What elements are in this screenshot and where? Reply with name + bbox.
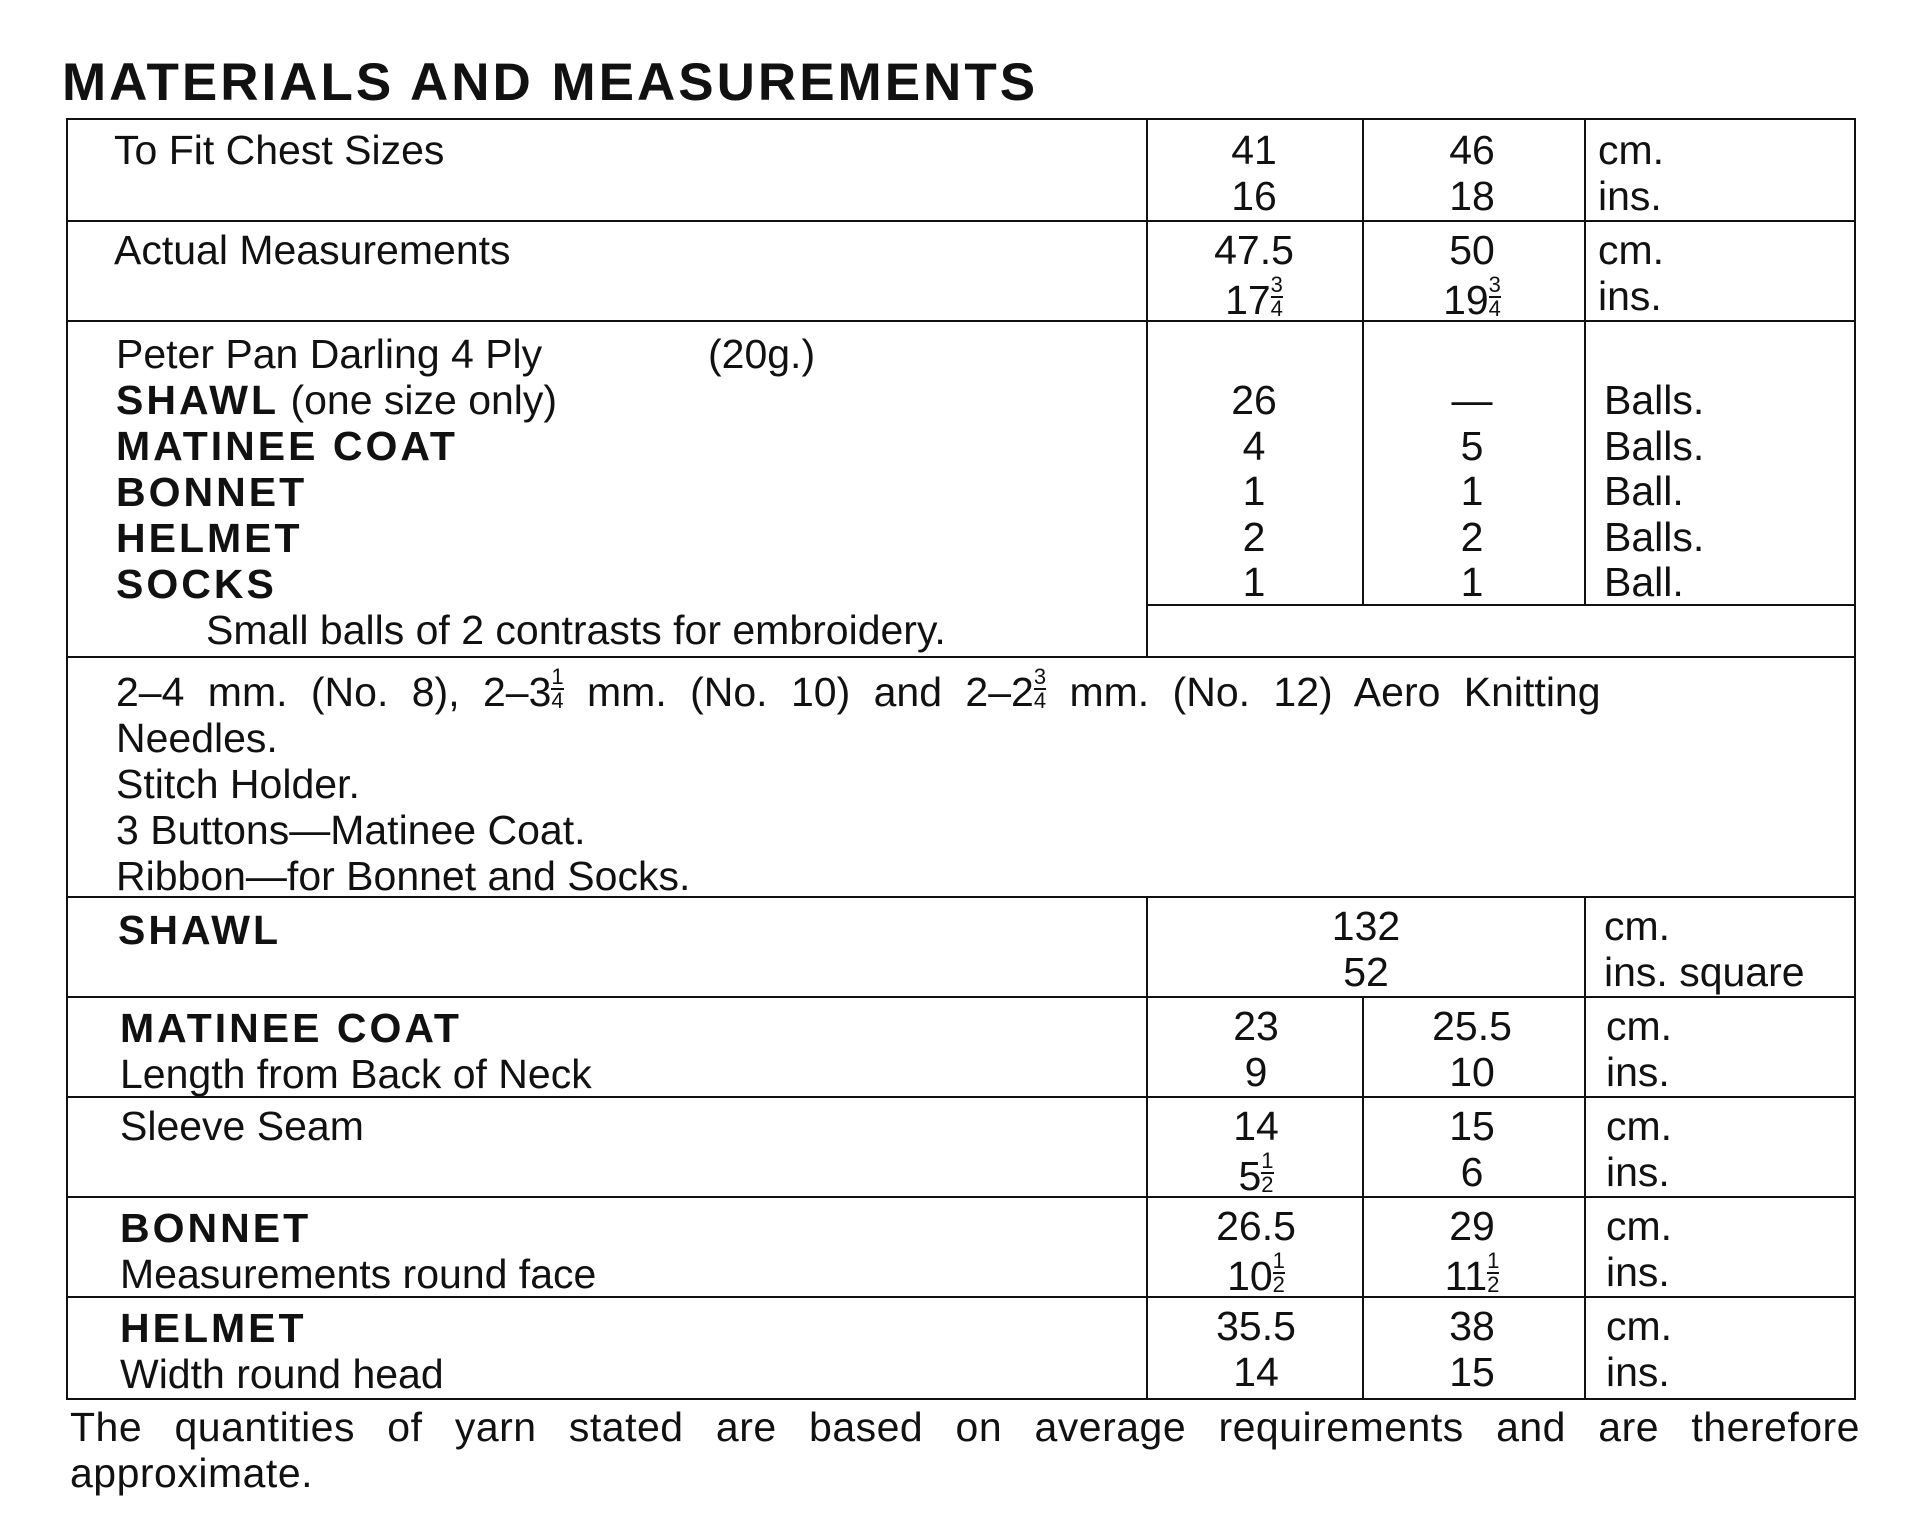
- yarn-item-name: SOCKS: [116, 561, 277, 607]
- yarn-item-name: BONNET: [116, 469, 308, 515]
- shawl-size-label: SHAWL: [118, 907, 282, 953]
- bonnet-size2: 29 11 $\frac{1}{2}$: [1444, 1203, 1500, 1299]
- helmet-sub: Width round head: [120, 1351, 444, 1397]
- row-divider: [68, 996, 1854, 998]
- row-divider: [68, 220, 1854, 222]
- bonnet-label: BONNET: [120, 1205, 312, 1251]
- sleeve-units: cm. ins.: [1606, 1103, 1673, 1195]
- actual-size1: 47.5 17 $\frac{3}{4}$: [1214, 227, 1294, 323]
- column-divider: [1362, 996, 1364, 1400]
- fraction: $\frac{3}{4}$: [1270, 271, 1283, 321]
- column-divider: [1146, 896, 1148, 1400]
- matinee-units: cm. ins.: [1606, 1003, 1673, 1095]
- helmet-size1: 35.5 14: [1216, 1303, 1296, 1395]
- actual-label: Actual Measurements: [114, 227, 511, 273]
- fraction: $\frac{1}{2}$: [1261, 1147, 1274, 1197]
- fraction: $\frac{1}{2}$: [1272, 1247, 1285, 1297]
- yarn-item-name: HELMET: [116, 515, 303, 561]
- chest-size1: 41 16: [1231, 127, 1277, 219]
- matinee-label: MATINEE COAT: [120, 1005, 462, 1051]
- column-divider: [1362, 120, 1364, 604]
- yarn-brand: Peter Pan Darling 4 Ply: [116, 331, 543, 377]
- column-divider: [1584, 896, 1586, 1400]
- yarn-item-name: MATINEE COAT: [116, 423, 458, 469]
- chest-size2: 46 18: [1449, 127, 1495, 219]
- needles-line: 2–4 mm. (No. 8), 2–3 $\frac{1}{4}$ mm. (No. 10) and 2–2 $\frac{3}{4}$ mm. (No. 12) Aero Knitting: [116, 664, 1601, 715]
- sleeve-size2: 15 6: [1449, 1103, 1495, 1195]
- helmet-label: HELMET: [120, 1305, 307, 1351]
- yarn-item-name: SHAWL (one size only): [116, 377, 558, 423]
- matinee-size2: 25.5 10: [1432, 1003, 1512, 1095]
- chest-label: To Fit Chest Sizes: [114, 127, 445, 173]
- column-divider: [1146, 120, 1148, 656]
- bonnet-units: cm. ins.: [1606, 1203, 1673, 1295]
- fraction: $\frac{3}{4}$: [1488, 271, 1501, 321]
- fraction: $\frac{1}{4}$: [551, 664, 564, 713]
- shawl-size-units: cm. ins. square: [1604, 903, 1805, 995]
- page-title: MATERIALS AND MEASUREMENTS: [62, 53, 1039, 112]
- sleeve-size1: 14 5 $\frac{1}{2}$: [1233, 1103, 1279, 1199]
- matinee-size1: 23 9: [1233, 1003, 1279, 1095]
- row-divider: [68, 1196, 1854, 1198]
- sleeve-label: Sleeve Seam: [120, 1103, 364, 1149]
- notion-line: Ribbon—for Bonnet and Socks.: [116, 853, 691, 899]
- shawl-size-values: 132 52: [1331, 903, 1401, 995]
- chest-units: cm. ins.: [1598, 127, 1665, 219]
- notion-line: Stitch Holder.: [116, 761, 360, 807]
- materials-table: [66, 118, 1856, 1400]
- helmet-size2: 38 15: [1449, 1303, 1495, 1395]
- bonnet-sub: Measurements round face: [120, 1251, 597, 1297]
- row-divider: [68, 656, 1854, 658]
- footer-note: The quantities of yarn stated are based on average requirements and are therefore approximate.: [70, 1404, 1860, 1496]
- actual-size2: 50 19 $\frac{3}{4}$: [1443, 227, 1501, 323]
- yarn-weight: (20g.): [708, 331, 816, 377]
- fraction: $\frac{3}{4}$: [1033, 664, 1047, 713]
- notion-line: 3 Buttons—Matinee Coat.: [116, 807, 586, 853]
- needles-line: Needles.: [116, 715, 278, 761]
- actual-units: cm. ins.: [1598, 227, 1665, 319]
- bonnet-size1: 26.5 10 $\frac{1}{2}$: [1216, 1203, 1296, 1299]
- yarn-size2-column: — 5 1 2 1: [1451, 377, 1493, 605]
- fraction: $\frac{1}{2}$: [1487, 1247, 1500, 1297]
- yarn-units-column: Balls. Balls. Ball. Balls. Ball.: [1604, 377, 1705, 605]
- matinee-sub: Length from Back of Neck: [120, 1051, 592, 1097]
- needles-text: [116, 666, 1816, 899]
- contrasts-note: Small balls of 2 contrasts for embroidery.: [206, 607, 946, 653]
- column-divider: [1584, 120, 1586, 604]
- yarn-size1-column: 26 4 1 2 1: [1231, 377, 1277, 605]
- row-divider: [68, 320, 1854, 322]
- helmet-units: cm. ins.: [1606, 1303, 1673, 1395]
